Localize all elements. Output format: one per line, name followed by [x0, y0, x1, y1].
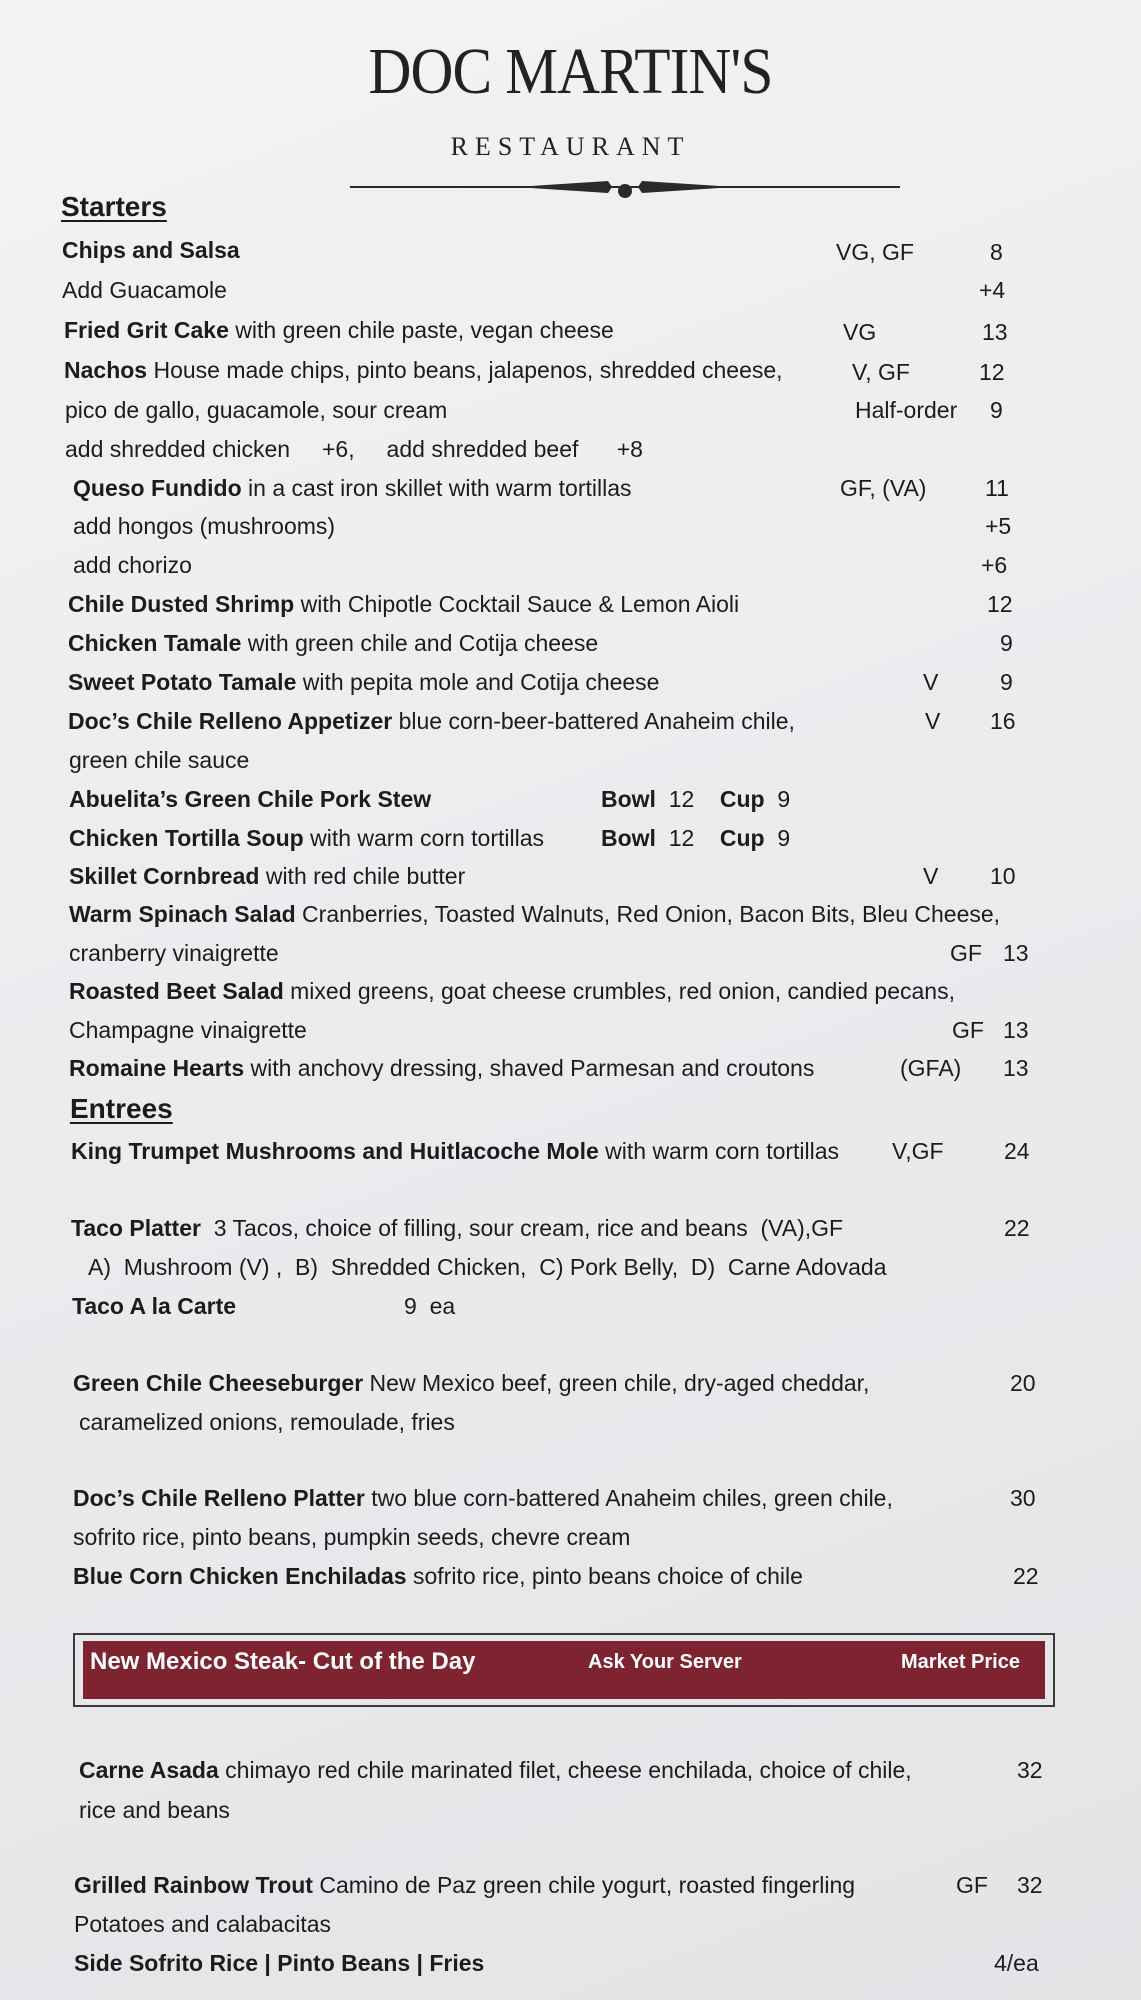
item-diet: V	[925, 708, 941, 734]
item-desc: with pepita mole and Cotija cheese	[296, 669, 660, 695]
item-price: +6	[981, 552, 1008, 578]
item-price: 8	[990, 239, 1003, 265]
item-desc: pico de gallo, guacamole, sour cream	[65, 397, 448, 423]
menu-item	[64, 356, 783, 384]
item-desc: Potatoes and calabacitas	[74, 1911, 332, 1937]
steak-price: Market Price	[901, 1651, 1020, 1673]
item-price: 10	[990, 863, 1016, 889]
item-diet: GF	[952, 1017, 984, 1043]
menu-item	[68, 590, 739, 618]
item-desc: with anchovy dressing, shaved Parmesan and croutons	[244, 1055, 815, 1081]
section-heading-entrees: Entrees	[70, 1093, 173, 1124]
item-desc: with red chile butter	[259, 863, 466, 889]
item-price: 4/ea	[994, 1950, 1039, 1976]
bowl-label: Bowl	[601, 786, 656, 812]
item-desc: caramelized onions, remoulade, fries	[79, 1409, 455, 1435]
item-name: Chicken Tamale	[68, 630, 242, 656]
menu-item	[73, 1484, 893, 1512]
item-price: 9 ea	[404, 1293, 456, 1319]
item-price: 11	[985, 475, 1009, 501]
item-diet: VG, GF	[836, 239, 914, 265]
menu-item	[69, 977, 955, 1005]
restaurant-name: DOC MARTIN'S	[368, 35, 773, 108]
menu-item	[69, 824, 544, 852]
item-name: Taco A la Carte	[72, 1293, 237, 1319]
item-name: Chicken Tortilla Soup	[69, 825, 304, 851]
item-price: 32	[1017, 1872, 1043, 1898]
item-price: 16	[990, 708, 1016, 734]
item-name: Green Chile Cheeseburger	[73, 1370, 364, 1396]
item-name: Doc’s Chile Relleno Platter	[73, 1485, 365, 1511]
item-diet: GF	[956, 1872, 988, 1898]
soup-pricing	[601, 824, 790, 852]
item-name: Chips and Salsa	[62, 237, 240, 263]
section-heading-starters: Starters	[61, 191, 167, 222]
cup-label: Cup	[719, 786, 765, 812]
menu-item	[79, 1756, 912, 1784]
item-desc: with warm corn tortillas	[303, 825, 544, 851]
item-name: Fried Grit Cake	[64, 317, 229, 343]
item-price: 13	[982, 319, 1008, 345]
item-desc: with warm corn tortillas	[598, 1138, 840, 1164]
item-price: 9	[1000, 669, 1013, 695]
item-name: Roasted Beet Salad	[69, 978, 284, 1004]
item-diet: GF, (VA)	[840, 475, 927, 501]
menu-item	[69, 900, 1000, 928]
menu-item	[73, 1562, 803, 1590]
item-diet: V	[923, 669, 939, 695]
menu-item	[79, 1408, 455, 1436]
bowl-label: Bowl	[601, 825, 656, 851]
item-name: Side Sofrito Rice | Pinto Beans | Fries	[74, 1950, 485, 1976]
menu-item	[73, 512, 335, 540]
item-desc: with green chile paste, vegan cheese	[228, 317, 614, 343]
item-price: +4	[979, 277, 1006, 303]
soup-pricing	[601, 785, 790, 813]
menu-item	[69, 1054, 814, 1082]
item-desc: mixed greens, goat cheese crumbles, red onion, candied pecans,	[283, 978, 955, 1004]
item-desc: Champagne vinaigrette	[69, 1017, 307, 1043]
item-desc: add chorizo	[73, 552, 192, 578]
restaurant-subtitle: RESTAURANT	[450, 132, 691, 161]
menu-item	[69, 1016, 307, 1044]
item-desc: Camino de Paz green chile yogurt, roasted fingerling	[312, 1872, 856, 1898]
item-name: King Trumpet Mushrooms and Huitlacoche Mole	[71, 1138, 599, 1164]
item-desc: cranberry vinaigrette	[69, 940, 279, 966]
menu-item	[74, 1910, 331, 1938]
divider-ornament-icon	[350, 178, 900, 204]
menu-item	[74, 1871, 855, 1899]
menu-item	[64, 316, 614, 344]
item-desc: two blue corn-battered Anaheim chiles, green chile,	[364, 1485, 893, 1511]
menu-item	[68, 629, 598, 657]
item-desc: chimayo red chile marinated filet, cheese enchilada, choice of chile,	[218, 1757, 912, 1783]
menu-item	[79, 1796, 230, 1824]
item-price: 13	[1003, 940, 1029, 966]
menu-item	[68, 668, 659, 696]
steak-title: New Mexico Steak- Cut of the Day	[90, 1648, 476, 1675]
item-desc: Add Guacamole	[62, 277, 227, 303]
menu-item	[69, 939, 279, 967]
menu-item	[73, 1523, 630, 1551]
item-price: 20	[1010, 1370, 1036, 1396]
item-price: 9	[1000, 630, 1013, 656]
item-diet: Half-order	[855, 397, 958, 423]
item-price: 12	[987, 591, 1013, 617]
item-name: Grilled Rainbow Trout	[74, 1872, 313, 1898]
item-desc: sofrito rice, pinto beans choice of chile	[406, 1563, 803, 1589]
item-desc: rice and beans	[79, 1797, 230, 1823]
item-name: Blue Corn Chicken Enchiladas	[73, 1563, 407, 1589]
menu-item	[88, 1253, 887, 1281]
item-desc: in a cast iron skillet with warm tortillas	[241, 475, 632, 501]
item-desc: add shredded chicken +6, add shredded beef +8	[65, 436, 643, 462]
item-desc: add hongos (mushrooms)	[73, 513, 336, 539]
item-diet: V,GF	[892, 1138, 944, 1164]
item-price: 13	[1003, 1017, 1029, 1043]
item-desc: with Chipotle Cocktail Sauce & Lemon Aioli	[294, 591, 740, 617]
menu-item	[71, 1214, 843, 1242]
item-diet: (GFA)	[900, 1055, 962, 1081]
menu-item	[62, 276, 227, 304]
item-desc: sofrito rice, pinto beans, pumpkin seeds, chevre cream	[73, 1524, 631, 1550]
item-price: 13	[1003, 1055, 1029, 1081]
item-name: Carne Asada	[79, 1757, 219, 1783]
item-price: 32	[1017, 1757, 1043, 1783]
item-name: Warm Spinach Salad	[69, 901, 296, 927]
item-diet: GF	[950, 940, 982, 966]
item-name: Doc’s Chile Relleno Appetizer	[68, 708, 393, 734]
item-price: 9	[990, 397, 1003, 423]
menu-item	[68, 707, 795, 735]
item-diet: V	[923, 863, 939, 889]
item-desc: A) Mushroom (V) , B) Shredded Chicken, C) Pork Belly, D) Carne Adovada	[88, 1254, 887, 1280]
item-name: Taco Platter	[71, 1215, 201, 1241]
item-desc: green chile sauce	[69, 747, 250, 773]
item-diet: VG	[843, 319, 877, 345]
menu-item	[69, 862, 465, 890]
cup-price: 9	[777, 786, 791, 812]
item-name: Queso Fundido	[73, 475, 242, 501]
menu-item	[73, 474, 632, 502]
menu-item	[73, 551, 192, 579]
item-desc: New Mexico beef, green chile, dry-aged cheddar,	[363, 1370, 870, 1396]
menu-item	[65, 396, 447, 424]
item-price: 12	[979, 359, 1005, 385]
bowl-price: 12	[668, 786, 695, 812]
menu-item	[72, 1292, 236, 1320]
menu-item	[74, 1949, 484, 1977]
cup-label: Cup	[719, 825, 765, 851]
menu-item	[69, 785, 431, 813]
item-name: Abuelita’s Green Chile Pork Stew	[69, 786, 432, 812]
item-price: 30	[1010, 1485, 1036, 1511]
item-name: Nachos	[64, 357, 148, 383]
item-desc: blue corn-beer-battered Anaheim chile,	[392, 708, 795, 734]
menu-item	[62, 236, 240, 264]
bowl-price: 12	[668, 825, 695, 851]
menu-item	[69, 746, 249, 774]
item-desc: 3 Tacos, choice of filling, sour cream, rice and beans (VA),GF	[200, 1215, 844, 1241]
item-name: Romaine Hearts	[69, 1055, 245, 1081]
item-desc: with green chile and Cotija cheese	[241, 630, 599, 656]
menu-item	[71, 1137, 839, 1165]
item-name: Chile Dusted Shrimp	[68, 591, 295, 617]
menu-item	[65, 435, 643, 463]
item-price: 22	[1013, 1563, 1039, 1589]
item-name: Skillet Cornbread	[69, 863, 260, 889]
steak-ask: Ask Your Server	[588, 1651, 742, 1673]
item-price: 22	[1004, 1215, 1030, 1241]
menu-item	[73, 1369, 869, 1397]
item-diet: V, GF	[852, 359, 910, 385]
item-price: 24	[1004, 1138, 1030, 1164]
item-price: +5	[985, 513, 1012, 539]
cup-price: 9	[777, 825, 791, 851]
item-desc: Cranberries, Toasted Walnuts, Red Onion, Bacon Bits, Bleu Cheese,	[295, 901, 1001, 927]
item-name: Sweet Potato Tamale	[68, 669, 297, 695]
item-desc: House made chips, pinto beans, jalapenos, shredded cheese,	[147, 357, 783, 383]
